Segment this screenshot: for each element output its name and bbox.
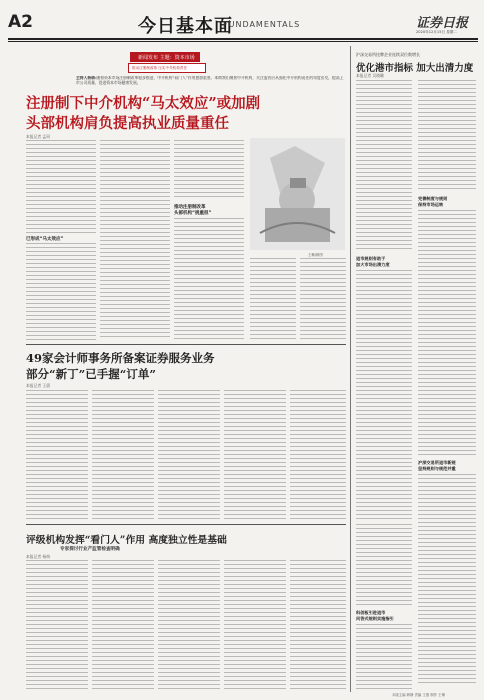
lead-summary — [76, 76, 346, 90]
right-subhead-2: 加大市场出清力度 — [356, 262, 390, 267]
lead-subhead-2: 头部机构“挑重担” — [174, 211, 212, 216]
lead-body-col-4 — [250, 258, 296, 340]
header-rule-thin — [8, 41, 478, 42]
article2-byline: 本报记者 王僖 — [26, 383, 50, 388]
article3-body-col-3 — [158, 560, 220, 690]
lead-illustration — [250, 138, 345, 250]
date-line: 2020年12月15日 星期二 — [416, 30, 457, 34]
lead-body-col-1b — [26, 243, 96, 340]
article2-body-col-5 — [290, 390, 346, 520]
right-body-col-1a — [356, 80, 412, 252]
right-body-col-1b — [356, 270, 412, 520]
page-number: A2 — [8, 12, 33, 32]
handshake-illustration — [250, 138, 345, 250]
lead-body-col-3 — [174, 140, 244, 200]
lead-body-col-5 — [300, 258, 346, 340]
right-kicker: 沪深交易所挂牌企业连续双位数增长 — [356, 52, 420, 57]
article2-divider — [26, 524, 346, 525]
article3-subtitle: 专家探讨行业产监管检查明确 — [60, 547, 120, 552]
right-body-col-1d — [356, 624, 412, 690]
article3-headline: 评级机构发挥“看门人”作用 高度独立性是基础 — [26, 535, 227, 546]
article3-body-col-5 — [290, 560, 346, 690]
right-body-col-2a — [418, 80, 476, 192]
lead-subhead-1: 推动注册制改革 — [174, 205, 206, 210]
article2-headline-1: 49家会计师事务所备案证券服务业务 — [26, 351, 215, 365]
right-body-col-2b — [418, 210, 476, 456]
article3-body-col-4 — [224, 560, 286, 690]
lead-body-col-1 — [26, 140, 96, 233]
lead-pullquote-1: 已形成“马太效应” — [26, 237, 64, 242]
article2-body-col-2 — [92, 390, 154, 520]
right-subhead-6: 坚持规则与规范并重 — [418, 466, 456, 471]
article2-headline-2: 部分“新丁”已手握“订单” — [26, 367, 156, 381]
right-subhead-3: 完善制度与规则 — [418, 196, 448, 201]
section-title-en: FUNDAMENTALS — [223, 20, 301, 29]
lead-summary-text: 随着资本市场注册制改革稳步推进，中介机构“看门人”作用愈加重要。本期我们聚焦中介机构，关注监管层从强化中介机构责任的角度出发，提高上市公司质量，促进资本市场健康发展。 — [76, 76, 344, 85]
lead-body-col-2 — [100, 140, 170, 340]
article3-body-col-2 — [92, 560, 154, 690]
lead-divider — [26, 344, 346, 345]
lead-headline-1: 注册制下中介机构“马太效应”或加剧 — [26, 95, 261, 112]
right-headline: 优化港市指标 加大出清力度 — [356, 63, 474, 74]
right-subhead-4: 保持市场运转 — [418, 202, 444, 207]
lead-byline: 本报记者 孟珂 — [26, 134, 50, 139]
article2-body-col-3 — [158, 390, 220, 520]
lead-kicker-banner — [130, 52, 200, 62]
lead-summary-label: 主持人杨萌: — [76, 76, 97, 80]
lead-body-col-3b — [174, 218, 244, 340]
article2-body-col-4 — [224, 390, 286, 520]
page-header — [8, 10, 478, 38]
right-column-divider — [350, 46, 351, 692]
lead-kicker: 新闻发布 主题：资本市场 — [138, 55, 195, 61]
right-body-col-2c — [418, 474, 476, 686]
right-subhead-8: 问答式规则实施指引 — [356, 616, 394, 621]
lead-headline-2: 头部机构肩负提高执业质量重任 — [26, 115, 229, 132]
lead-subtitle-banner — [128, 63, 206, 73]
lead-photo-caption: 王琳/制图 — [308, 253, 323, 257]
article3-body-col-1 — [26, 560, 88, 690]
right-subhead-7: 科创板引进退市 — [356, 610, 386, 615]
article3-byline: 本报记者 杨萌 — [26, 554, 50, 559]
section-title: 今日基本面 — [138, 16, 233, 37]
header-rule — [8, 38, 478, 40]
masthead-logo: 证券日报 — [416, 16, 469, 31]
page-footer: 本版主编 韩静 责编 王僖 制作 王琳 — [392, 693, 445, 697]
right-subhead-5: 沪深交易所退市新规 — [418, 460, 456, 465]
right-byline: 本报记者 吴晓璐 — [356, 73, 384, 78]
article2-body-col-1 — [26, 390, 88, 520]
lead-subtitle: 推动注册制改革 压实中介机构责任 — [132, 65, 188, 70]
right-subhead-1: 退市规则有助于 — [356, 256, 386, 261]
right-body-col-1c — [356, 524, 412, 606]
